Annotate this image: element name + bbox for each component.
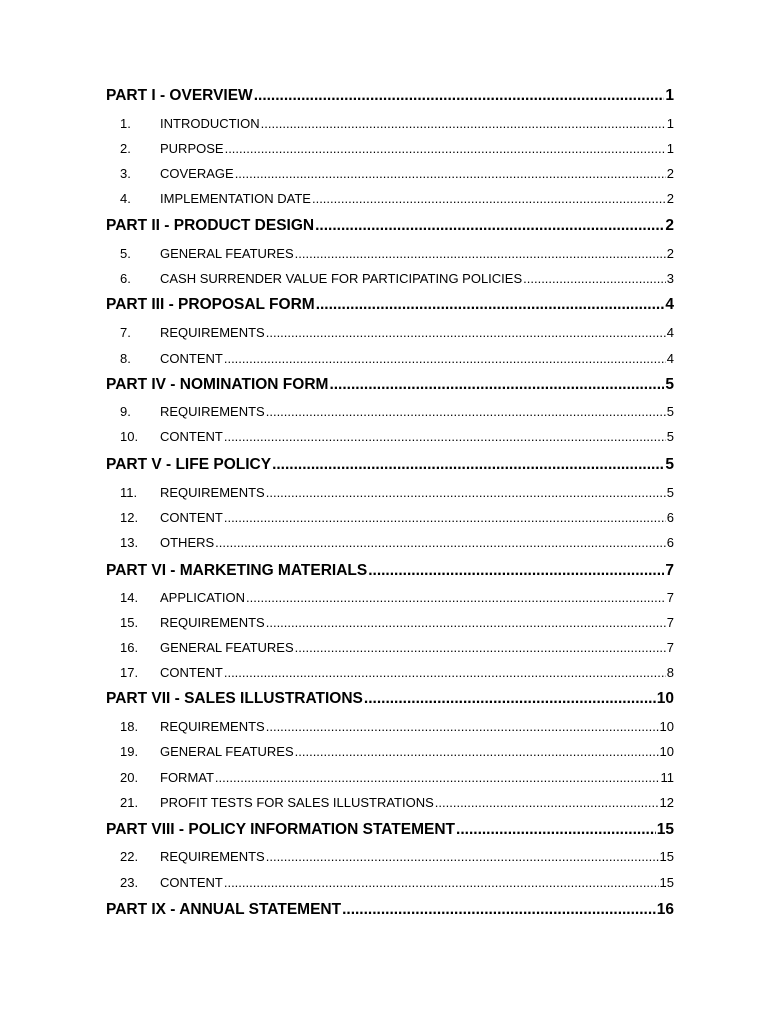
toc-item-title: IMPLEMENTATION DATE xyxy=(160,191,311,206)
toc-page-number: 11 xyxy=(660,770,674,785)
toc-item-title: REQUIREMENTS xyxy=(160,325,265,340)
toc-page-number: 5 xyxy=(666,404,674,419)
dot-leader xyxy=(266,325,666,340)
toc-part-heading[interactable] xyxy=(106,562,674,580)
toc-item-number: 23. xyxy=(120,875,139,890)
toc-page-number: 1 xyxy=(666,116,674,131)
dot-leader xyxy=(523,271,666,286)
dot-leader xyxy=(435,795,659,810)
toc-page-number: 1 xyxy=(665,87,674,104)
toc-item-number: 21. xyxy=(120,795,139,810)
toc-item[interactable] xyxy=(106,849,674,864)
toc-page-number: 5 xyxy=(666,485,674,500)
toc-item[interactable] xyxy=(106,590,674,605)
toc-item-title: REQUIREMENTS xyxy=(160,615,265,630)
toc-item[interactable] xyxy=(106,485,674,500)
toc-page-number: 4 xyxy=(665,296,674,313)
toc-item-title: APPLICATION xyxy=(160,590,246,605)
toc-page-number: 5 xyxy=(665,456,674,473)
toc-item-number: 8. xyxy=(120,351,131,366)
toc-item-title: CONTENT xyxy=(160,510,223,525)
toc-item-number: 16. xyxy=(120,640,139,655)
toc-item-number: 19. xyxy=(120,744,139,759)
toc-part-heading[interactable] xyxy=(106,376,674,394)
toc-item-title: GENERAL FEATURES xyxy=(160,246,294,261)
toc-item[interactable] xyxy=(106,795,674,810)
dot-leader xyxy=(266,485,666,500)
toc-part-title: PART VI - MARKETING MATERIALS xyxy=(106,562,368,579)
toc-item[interactable] xyxy=(106,744,674,759)
toc-item-title: REQUIREMENTS xyxy=(160,404,265,419)
toc-item-number: 4. xyxy=(120,191,131,206)
dot-leader xyxy=(329,376,664,394)
toc-item-number: 11. xyxy=(120,485,138,500)
toc-page-number: 5 xyxy=(666,429,674,444)
toc-item-number: 18. xyxy=(120,719,139,734)
toc-item-title: FORMAT xyxy=(160,770,214,785)
toc-item[interactable] xyxy=(106,325,674,340)
toc-item-title: CONTENT xyxy=(160,429,223,444)
dot-leader xyxy=(266,404,666,419)
toc-item-number: 22. xyxy=(120,849,139,864)
dot-leader xyxy=(342,901,656,919)
toc-page-number: 4 xyxy=(666,351,674,366)
toc-item-number: 20. xyxy=(120,770,139,785)
dot-leader xyxy=(368,562,664,580)
toc-item[interactable] xyxy=(106,404,674,419)
toc-part-title: PART V - LIFE POLICY xyxy=(106,456,272,473)
toc-page-number: 2 xyxy=(666,166,674,181)
toc-item-number: 7. xyxy=(120,325,131,340)
toc-item-title: CONTENT xyxy=(160,351,223,366)
toc-item[interactable] xyxy=(106,510,674,525)
toc-part-title: PART VII - SALES ILLUSTRATIONS xyxy=(106,690,363,707)
dot-leader xyxy=(295,246,666,261)
dot-leader xyxy=(266,719,659,734)
toc-page-number: 6 xyxy=(666,510,674,525)
toc-item-number: 15. xyxy=(120,615,139,630)
toc-item[interactable] xyxy=(106,166,674,181)
toc-item[interactable] xyxy=(106,351,674,366)
toc-item-number: 3. xyxy=(120,166,131,181)
toc-item[interactable] xyxy=(106,116,674,131)
toc-item-number: 9. xyxy=(120,404,131,419)
toc-item-title: GENERAL FEATURES xyxy=(160,640,294,655)
toc-item[interactable] xyxy=(106,719,674,734)
dot-leader xyxy=(315,217,664,235)
toc-item-title: REQUIREMENTS xyxy=(160,719,265,734)
toc-part-title: PART II - PRODUCT DESIGN xyxy=(106,217,315,234)
toc-item-title: GENERAL FEATURES xyxy=(160,744,294,759)
toc-item-title: CONTENT xyxy=(160,875,223,890)
toc-item[interactable] xyxy=(106,246,674,261)
toc-page-number: 10 xyxy=(656,690,674,707)
toc-item-number: 12. xyxy=(120,510,139,525)
dot-leader xyxy=(215,770,660,785)
dot-leader xyxy=(266,615,666,630)
toc-page-number: 15 xyxy=(659,849,674,864)
toc-part-title: PART III - PROPOSAL FORM xyxy=(106,296,315,313)
toc-page-number: 16 xyxy=(656,901,674,918)
dot-leader xyxy=(224,429,666,444)
toc-item-title: CONTENT xyxy=(160,665,223,680)
toc-page-number: 10 xyxy=(659,744,674,759)
dot-leader xyxy=(224,665,666,680)
dot-leader xyxy=(225,141,666,156)
toc-page-number: 7 xyxy=(666,590,674,605)
toc-item-title: PROFIT TESTS FOR SALES ILLUSTRATIONS xyxy=(160,795,434,810)
toc-item[interactable] xyxy=(106,640,674,655)
toc-page-number: 5 xyxy=(665,376,674,393)
toc-item-title: REQUIREMENTS xyxy=(160,485,265,500)
toc-item-number: 14. xyxy=(120,590,139,605)
toc-part-title: PART IX - ANNUAL STATEMENT xyxy=(106,901,342,918)
dot-leader xyxy=(246,590,666,605)
dot-leader xyxy=(254,87,665,105)
toc-page-number: 10 xyxy=(659,719,674,734)
toc-item-title: PURPOSE xyxy=(160,141,224,156)
toc-page-number: 7 xyxy=(666,640,674,655)
dot-leader xyxy=(224,510,666,525)
toc-part-heading[interactable] xyxy=(106,456,674,474)
toc-part-heading[interactable] xyxy=(106,217,674,235)
toc-page-number: 7 xyxy=(665,562,674,579)
toc-item-number: 5. xyxy=(120,246,131,261)
toc-page-number: 12 xyxy=(659,795,674,810)
dot-leader xyxy=(224,875,659,890)
toc-page-number: 15 xyxy=(656,821,674,838)
toc-part-title: PART IV - NOMINATION FORM xyxy=(106,376,329,393)
toc-item-number: 1. xyxy=(120,116,131,131)
toc-item[interactable] xyxy=(106,615,674,630)
toc-page-number: 7 xyxy=(666,615,674,630)
dot-leader xyxy=(364,690,656,708)
dot-leader xyxy=(235,166,666,181)
toc-item[interactable] xyxy=(106,535,674,550)
toc-item[interactable] xyxy=(106,429,674,444)
dot-leader xyxy=(261,116,666,131)
toc-item[interactable] xyxy=(106,875,674,890)
toc-item-number: 2. xyxy=(120,141,131,156)
toc-item-title: REQUIREMENTS xyxy=(160,849,265,864)
toc-item-number: 13. xyxy=(120,535,139,550)
toc-page-number: 1 xyxy=(666,141,674,156)
toc-page-number: 2 xyxy=(665,217,674,234)
toc-part-heading[interactable] xyxy=(106,821,674,839)
toc-item-title: INTRODUCTION xyxy=(160,116,260,131)
toc-item-number: 17. xyxy=(120,665,139,680)
toc-page-number: 15 xyxy=(659,875,674,890)
toc-page-number: 2 xyxy=(666,191,674,206)
toc-page-number: 6 xyxy=(666,535,674,550)
dot-leader xyxy=(272,456,664,474)
dot-leader xyxy=(215,535,666,550)
toc-part-heading[interactable] xyxy=(106,87,674,105)
toc-part-title: PART VIII - POLICY INFORMATION STATEMENT xyxy=(106,821,456,838)
dot-leader xyxy=(312,191,666,206)
toc-item-title: CASH SURRENDER VALUE FOR PARTICIPATING POLICIES xyxy=(160,271,523,286)
toc-item-title: OTHERS xyxy=(160,535,215,550)
toc-item[interactable] xyxy=(106,141,674,156)
toc-part-heading[interactable] xyxy=(106,296,674,314)
toc-page-number: 2 xyxy=(666,246,674,261)
toc-item-number: 6. xyxy=(120,271,131,286)
toc-item[interactable] xyxy=(106,191,674,206)
toc-item[interactable] xyxy=(106,271,674,286)
toc-item[interactable] xyxy=(106,665,674,680)
dot-leader xyxy=(456,821,656,839)
toc-item[interactable] xyxy=(106,770,674,785)
toc-part-heading[interactable] xyxy=(106,901,674,919)
dot-leader xyxy=(295,744,659,759)
toc-item-number: 10. xyxy=(120,429,139,444)
dot-leader xyxy=(266,849,659,864)
toc-item-title: COVERAGE xyxy=(160,166,234,181)
dot-leader xyxy=(224,351,666,366)
toc-part-title: PART I - OVERVIEW xyxy=(106,87,253,104)
dot-leader xyxy=(316,296,665,314)
toc-part-heading[interactable] xyxy=(106,690,674,708)
toc-page-number: 3 xyxy=(666,271,674,286)
toc-page-number: 8 xyxy=(666,665,674,680)
dot-leader xyxy=(295,640,666,655)
toc-page-number: 4 xyxy=(666,325,674,340)
